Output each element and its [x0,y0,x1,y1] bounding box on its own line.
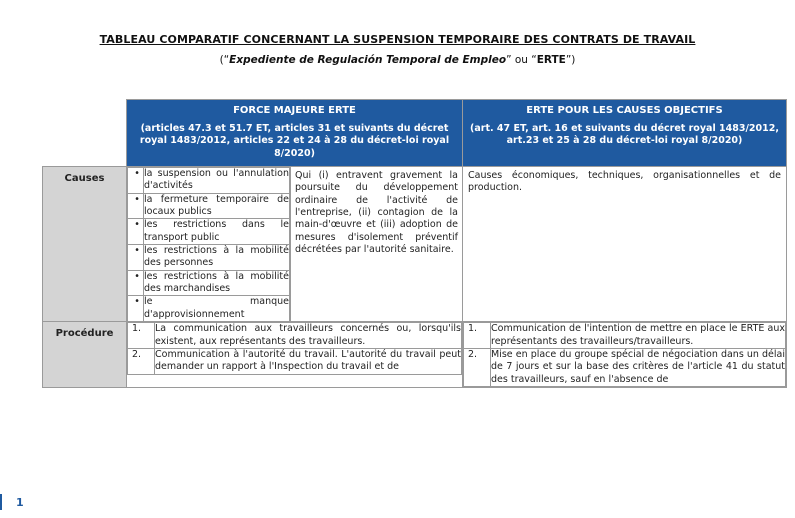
step-text: Communication à l'autorité du travail. L'autorité du travail peut demander un rapport à l'Inspection du travail et de [155,348,461,373]
document-subtitle [0,54,795,66]
header-force-majeure-refs: (articles 47.3 et 51.7 ET, articles 31 et suivants du décret royal 1483/2012, articles 22 et 24 à 28 du décret-loi royal 8/2020) [139,123,450,159]
page-number-label: 1 [16,496,24,509]
list-item-text: les restrictions dans le transport public [144,219,289,243]
step-text: Communication de l'intention de mettre en place le ERTE aux représentants des travailleurs/travailleurs. [491,323,785,347]
page-number [0,494,32,510]
list-item-text: les restrictions à la mobilité des personnes [144,245,289,269]
subtitle-term: Expediente de Regulación Temporal de Empleo [229,54,507,66]
procedure-force-majeure-list [127,322,462,374]
causes-objectifs-text: Causes économiques, techniques, organisationnelles et de production. [463,167,787,322]
table-row-causes [43,167,787,322]
step-number: 1. [128,323,155,349]
list-item-text: le manque d'approvisionnement [144,296,289,320]
list-item [128,245,290,271]
list-item [464,348,786,386]
document-title: TABLEAU COMPARATIF CONCERNANT LA SUSPENSION TEMPORAIRE DES CONTRATS DE TRAVAIL [99,33,696,46]
list-item [128,323,462,349]
causes-force-majeure-text: Qui (i) entravent gravement la poursuite du développement ordinaire de l'activité de l'entreprise, (ii) contagion de la main-d'œuvre et (iii) adoption de mesures d'isolement préventif décrétées par l'autorité sanitaire. [291,167,463,322]
step-number: 2. [464,348,491,386]
bullet-icon: • [128,245,144,271]
bullet-icon: • [128,193,144,219]
bullet-icon: • [128,270,144,296]
causes-bullet-list [127,167,290,321]
list-item [128,168,290,194]
row-label-procedure: Procédure [43,322,127,388]
step-text: Mise en place du groupe spécial de négociation dans un délai de 7 jours et sur la base des critères de l'article 41 du statut des travailleurs, sauf en l'absence de [491,348,785,385]
list-item [128,219,290,245]
list-item [128,270,290,296]
bullet-icon: • [128,296,144,321]
header-blank-cell [43,100,127,167]
causes-list-cell [127,167,291,322]
bullet-icon: • [128,219,144,245]
comparison-table [42,99,787,388]
header-force-majeure-title: FORCE MAJEURE ERTE [233,105,356,116]
subtitle-close: ”) [565,54,576,66]
list-item [128,348,462,374]
list-item [128,193,290,219]
procedure-force-majeure-cell [127,322,463,388]
list-item-text: la suspension ou l'annulation d'activités [144,168,289,192]
bullet-icon: • [128,168,144,194]
list-item-text: les restrictions à la mobilité des marchandises [144,270,289,295]
header-objectifs [463,100,787,167]
subtitle-mid: ” ou “ [506,54,537,66]
list-item [464,323,786,349]
list-item-text: la fermeture temporaire de locaux publics [144,193,289,218]
header-objectifs-title: ERTE POUR LES CAUSES OBJECTIFS [526,105,723,116]
row-label-causes: Causes [43,167,127,322]
list-item [128,296,290,321]
header-objectifs-refs: (art. 47 ET, art. 16 et suivants du décret royal 1483/2012, art.23 et 25 à 28 du décret-loi royal 8/2020) [470,123,779,147]
procedure-objectifs-list [463,322,786,387]
subtitle-open: (“ [219,54,230,66]
step-number: 2. [128,348,155,374]
procedure-objectifs-cell [463,322,787,388]
table-header-row [43,100,787,167]
header-force-majeure [127,100,463,167]
table-row-procedure [43,322,787,388]
step-text: La communication aux travailleurs concernés ou, lorsqu'ils existent, aux représentants des travailleurs. [155,323,461,347]
subtitle-acronym: ERTE [536,54,566,66]
step-number: 1. [464,323,491,349]
